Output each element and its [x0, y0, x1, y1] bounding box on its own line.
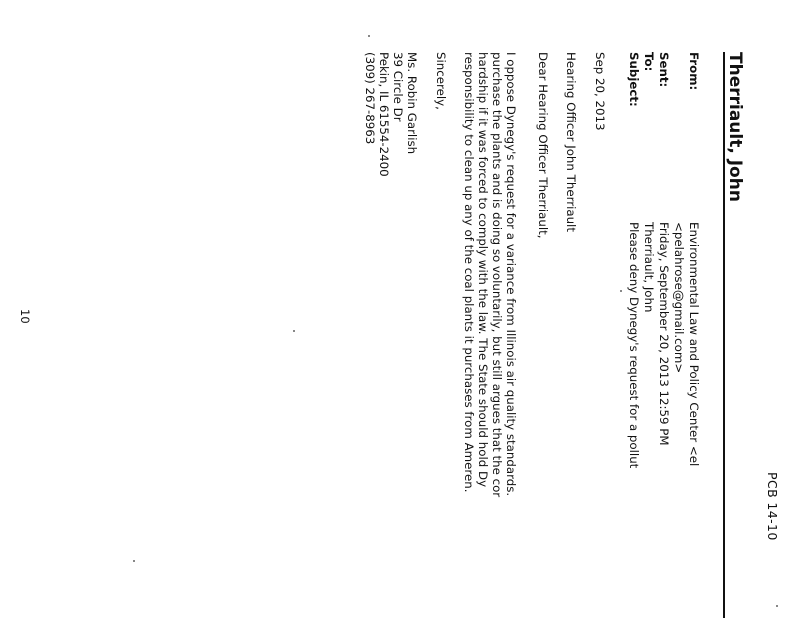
body-line: purchase the plants and is doing so voluntarily, but still argues that the cor	[490, 52, 504, 498]
subject-label: Subject:	[627, 52, 641, 107]
scan-speck	[368, 35, 370, 37]
from-email: <pelahrose@gmail.com>	[672, 222, 686, 374]
body-line: I oppose Dynegy's request for a variance from Illinois air quality standards.	[504, 52, 518, 497]
body-line: responsibility to clean up any of the coal plants it purchases from Ameren.	[462, 52, 476, 493]
sent-value: Friday, September 20, 2013 12:59 PM	[657, 222, 671, 446]
case-reference: PCB 14-10	[765, 472, 780, 541]
sent-label: Sent:	[657, 52, 671, 88]
scan-speck	[293, 330, 295, 332]
signature-city: Pekin, IL 61554-2400	[377, 52, 391, 177]
scan-speck	[133, 560, 135, 562]
footer-page-number: 10	[18, 309, 32, 324]
salutation: Dear Hearing Officer Therriault,	[536, 52, 550, 239]
body-line: hardship if it was forced to comply with the law. The State should hold Dy	[476, 52, 490, 488]
to-label: To:	[642, 52, 656, 72]
email-title: Therriault, John	[725, 52, 745, 202]
scan-speck	[776, 605, 778, 607]
to-value: Therriault, John	[642, 222, 656, 313]
signature-street: 39 Circle Dr	[391, 52, 405, 122]
from-label: From:	[687, 52, 701, 91]
scan-speck	[620, 290, 622, 292]
signature-name: Ms. Robin Garlish	[405, 52, 419, 155]
subject-value: Please deny Dynegy's request for a pollut	[627, 222, 641, 469]
recipient-line: Hearing Officer John Therriault	[564, 52, 578, 232]
title-divider	[723, 52, 725, 618]
closing: Sincerely,	[434, 52, 448, 110]
signature-phone: (309) 267-8963	[363, 52, 377, 145]
from-value: Environmental Law and Policy Center <el	[687, 222, 701, 467]
letter-date: Sep 20, 2013	[593, 52, 607, 131]
